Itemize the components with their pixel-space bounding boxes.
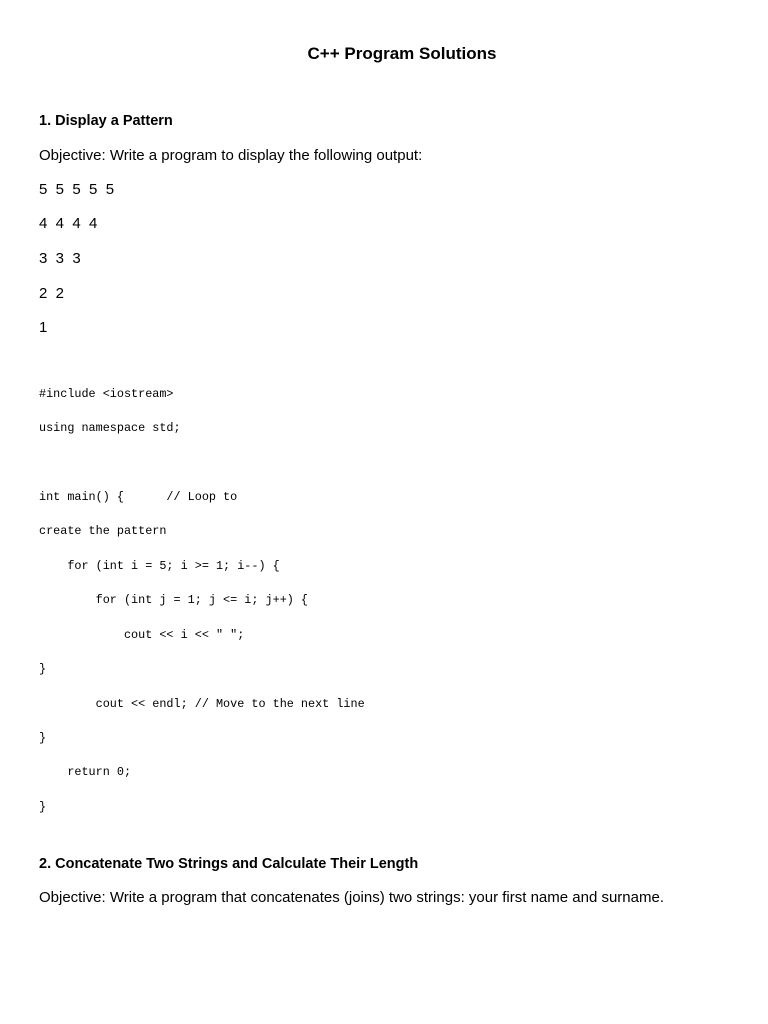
code-line-2: using namespace std; [39,421,181,435]
output-line-5: 1 [39,319,48,336]
output-line-4: 2 2 [39,285,65,302]
code-line-7: cout << i << " "; [39,628,245,642]
section-1-heading: 1. Display a Pattern [39,113,173,129]
output-line-3: 3 3 3 [39,250,81,267]
section-2-heading: 2. Concatenate Two Strings and Calculate Their Length [39,856,419,872]
output-line-2: 4 4 4 4 [39,215,98,232]
output-line-1: 5 5 5 5 5 [39,181,115,198]
code-line-12: } [39,800,47,814]
code-line-3: int main() { // Loop to [39,490,238,504]
code-line-4: create the pattern [39,524,167,538]
code-line-1: #include <iostream> [39,387,174,401]
section-1-objective: Objective: Write a program to display the following output: [39,147,423,164]
code-line-11: return 0; [39,765,132,779]
section-2-objective: Objective: Write a program that concatenates (joins) two strings: your first name and surname. [39,889,664,906]
code-line-8: } [39,662,47,676]
code-line-6: for (int j = 1; j <= i; j++) { [39,593,309,607]
document-title: C++ Program Solutions [307,44,497,63]
code-line-10: } [39,731,47,745]
code-line-9: cout << endl; // Move to the next line [39,697,365,711]
code-line-5: for (int i = 5; i >= 1; i--) { [39,559,280,573]
